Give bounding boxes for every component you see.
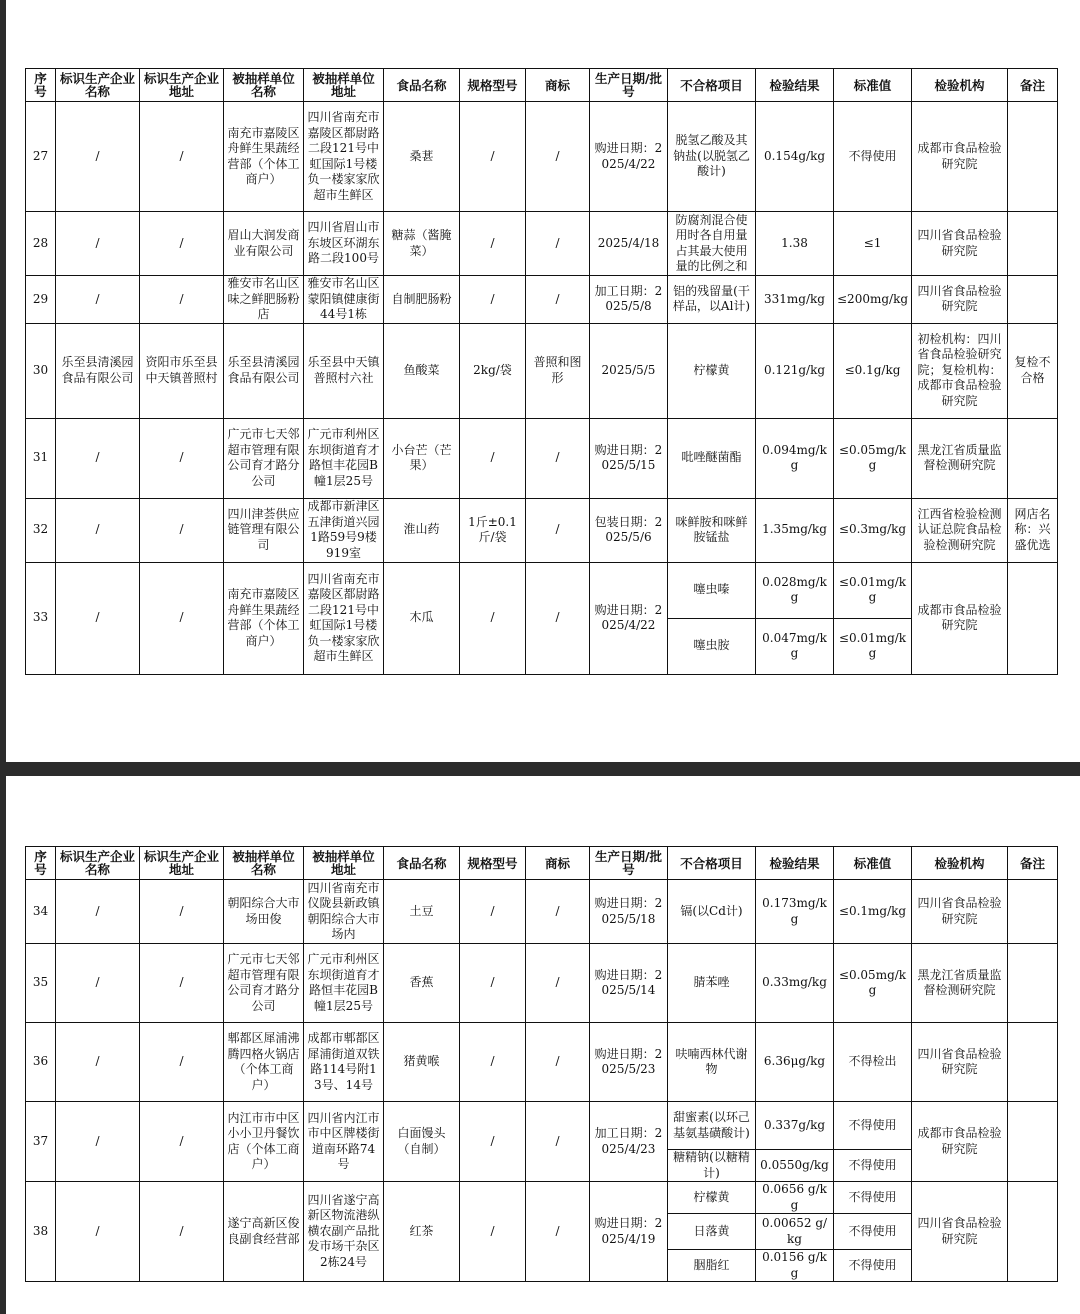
failed-item: 防腐剂混合使用时各自用量占其最大使用量的比例之和 [668, 212, 756, 276]
brand: / [526, 102, 590, 212]
spec: / [460, 1023, 526, 1102]
header-cell: 生产日期/批号 [590, 847, 668, 880]
production-date: 加工日期：2025/5/8 [590, 276, 668, 324]
failed-item: 镉(以Cd计) [668, 880, 756, 944]
sampled-unit-name: 眉山大润发商业有限公司 [224, 212, 304, 276]
testing-lab: 四川省食品检验研究院 [912, 276, 1008, 324]
header-cell: 规格型号 [460, 69, 526, 102]
manufacturer-name: / [56, 102, 140, 212]
standard-value: ≤0.01mg/kg [834, 562, 912, 618]
header-cell: 被抽样单位地址 [304, 69, 384, 102]
header-cell: 生产日期/批号 [590, 69, 668, 102]
manufacturer-name: / [56, 276, 140, 324]
remark [1008, 1182, 1058, 1282]
failed-item: 糖精钠(以糖精计) [668, 1150, 756, 1182]
table-row [26, 562, 1058, 618]
manufacturer-name: / [56, 1102, 140, 1182]
food-name: 白面馒头（自制） [384, 1102, 460, 1182]
test-result: 0.33mg/kg [756, 944, 834, 1023]
header-cell: 检验机构 [912, 847, 1008, 880]
sampled-unit-address: 四川省南充市仪陇县新政镇朝阳综合大市场内 [304, 880, 384, 944]
production-date: 购进日期：2025/5/23 [590, 1023, 668, 1102]
standard-value: ≤0.3mg/kg [834, 498, 912, 562]
row-number: 29 [26, 276, 56, 324]
sampled-unit-address: 四川省遂宁高新区物流港纵横农副产品批发市场干杂区2栋24号 [304, 1182, 384, 1282]
food-name: 小台芒（芒果） [384, 418, 460, 498]
manufacturer-address: / [140, 1182, 224, 1282]
remark [1008, 562, 1058, 674]
sampled-unit-name: 南充市嘉陵区舟鲜生果蔬经营部（个体工商户） [224, 102, 304, 212]
row-number: 37 [26, 1102, 56, 1182]
standard-value: 不得使用 [834, 1150, 912, 1182]
spec: / [460, 1182, 526, 1282]
failed-item: 柠檬黄 [668, 1182, 756, 1214]
header-cell: 规格型号 [460, 847, 526, 880]
manufacturer-address: / [140, 880, 224, 944]
manufacturer-address: / [140, 944, 224, 1023]
header-cell: 备注 [1008, 69, 1058, 102]
food-name: 淮山药 [384, 498, 460, 562]
header-cell: 检验结果 [756, 847, 834, 880]
manufacturer-name: / [56, 880, 140, 944]
sampled-unit-name: 广元市七天邻超市管理有限公司育才路分公司 [224, 944, 304, 1023]
row-number: 31 [26, 418, 56, 498]
remark [1008, 1102, 1058, 1182]
manufacturer-name: 乐至县清溪园食品有限公司 [56, 323, 140, 418]
standard-value: ≤0.1g/kg [834, 323, 912, 418]
manufacturer-name: / [56, 1023, 140, 1102]
table-row [26, 1023, 1058, 1102]
failed-item: 脱氢乙酸及其钠盐(以脱氢乙酸计) [668, 102, 756, 212]
header-cell: 标识生产企业名称 [56, 69, 140, 102]
food-name: 木瓜 [384, 562, 460, 674]
food-name: 桑葚 [384, 102, 460, 212]
manufacturer-address: / [140, 1102, 224, 1182]
testing-lab: 四川省食品检验研究院 [912, 1182, 1008, 1282]
standard-value: 不得使用 [834, 1182, 912, 1214]
standard-value: ≤0.05mg/kg [834, 944, 912, 1023]
test-result: 6.36μg/kg [756, 1023, 834, 1102]
production-date: 包装日期：2025/5/6 [590, 498, 668, 562]
document-page-1 [6, 0, 1080, 762]
sampled-unit-name: 朝阳综合大市场田俊 [224, 880, 304, 944]
header-cell: 不合格项目 [668, 847, 756, 880]
production-date: 2025/4/18 [590, 212, 668, 276]
production-date: 购进日期：2025/4/19 [590, 1182, 668, 1282]
sampled-unit-name: 广元市七天邻超市管理有限公司育才路分公司 [224, 418, 304, 498]
food-name: 红茶 [384, 1182, 460, 1282]
manufacturer-name: / [56, 212, 140, 276]
failed-item: 噻虫嗪 [668, 562, 756, 618]
failed-item: 日落黄 [668, 1214, 756, 1250]
standard-value: 不得检出 [834, 1023, 912, 1102]
table-row [26, 880, 1058, 944]
row-number: 38 [26, 1182, 56, 1282]
testing-lab: 江西省检验检测认证总院食品检验检测研究院 [912, 498, 1008, 562]
manufacturer-address: / [140, 212, 224, 276]
test-result: 1.38 [756, 212, 834, 276]
food-name: 自制肥肠粉 [384, 276, 460, 324]
sampled-unit-name: 四川津荟供应链管理有限公司 [224, 498, 304, 562]
header-cell: 商标 [526, 847, 590, 880]
table-row [26, 498, 1058, 562]
production-date: 购进日期：2025/5/15 [590, 418, 668, 498]
row-number: 33 [26, 562, 56, 674]
remark [1008, 418, 1058, 498]
table-row [26, 323, 1058, 418]
row-number: 35 [26, 944, 56, 1023]
manufacturer-name: / [56, 562, 140, 674]
failed-item: 噻虫胺 [668, 618, 756, 674]
sampled-unit-address: 成都市郫都区犀浦街道双铁路114号附13号、14号 [304, 1023, 384, 1102]
standard-value: 不得使用 [834, 1214, 912, 1250]
test-result: 0.047mg/kg [756, 618, 834, 674]
table-row [26, 102, 1058, 212]
testing-lab: 四川省食品检验研究院 [912, 880, 1008, 944]
sampled-unit-address: 雅安市名山区蒙阳镇健康街44号1栋 [304, 276, 384, 324]
header-cell: 商标 [526, 69, 590, 102]
brand: / [526, 1102, 590, 1182]
inspection-table-page-1 [25, 68, 1058, 675]
row-number: 28 [26, 212, 56, 276]
testing-lab: 黑龙江省质量监督检测研究院 [912, 418, 1008, 498]
testing-lab: 四川省食品检验研究院 [912, 1023, 1008, 1102]
test-result: 0.154g/kg [756, 102, 834, 212]
food-name: 猪黄喉 [384, 1023, 460, 1102]
header-cell: 备注 [1008, 847, 1058, 880]
food-name: 糖蒜（酱腌菜） [384, 212, 460, 276]
brand: / [526, 1023, 590, 1102]
header-cell: 序号 [26, 69, 56, 102]
brand: / [526, 276, 590, 324]
food-name: 鱼酸菜 [384, 323, 460, 418]
testing-lab: 成都市食品检验研究院 [912, 102, 1008, 212]
sampled-unit-address: 四川省眉山市东坡区环湖东路二段100号 [304, 212, 384, 276]
table-row [26, 418, 1058, 498]
header-cell: 标识生产企业名称 [56, 847, 140, 880]
failed-item: 胭脂红 [668, 1250, 756, 1282]
table-header-row [26, 847, 1058, 880]
manufacturer-address: / [140, 276, 224, 324]
brand: / [526, 880, 590, 944]
remark: 网店名称：兴盛优选 [1008, 498, 1058, 562]
spec: / [460, 212, 526, 276]
standard-value: ≤200mg/kg [834, 276, 912, 324]
table-row [26, 1102, 1058, 1150]
standard-value: 不得使用 [834, 1102, 912, 1150]
production-date: 2025/5/5 [590, 323, 668, 418]
failed-item: 铝的残留量(干样品，以Al计) [668, 276, 756, 324]
table-row [26, 1182, 1058, 1214]
sampled-unit-name: 郫都区犀浦沸腾四格火锅店（个体工商户） [224, 1023, 304, 1102]
brand: / [526, 498, 590, 562]
brand: / [526, 212, 590, 276]
test-result: 0.028mg/kg [756, 562, 834, 618]
standard-value: ≤0.05mg/kg [834, 418, 912, 498]
failed-item: 甜蜜素(以环己基氨基磺酸计) [668, 1102, 756, 1150]
manufacturer-address: / [140, 418, 224, 498]
sampled-unit-address: 广元市利州区东坝街道育才路恒丰花园B幢1层25号 [304, 418, 384, 498]
document-page-2 [6, 776, 1080, 1314]
spec: / [460, 102, 526, 212]
failed-item: 柠檬黄 [668, 323, 756, 418]
header-cell: 标准值 [834, 69, 912, 102]
brand: / [526, 1182, 590, 1282]
header-cell: 标识生产企业地址 [140, 69, 224, 102]
remark [1008, 102, 1058, 212]
test-result: 0.337g/kg [756, 1102, 834, 1150]
manufacturer-address: / [140, 1023, 224, 1102]
spec: 2kg/袋 [460, 323, 526, 418]
test-result: 0.0550g/kg [756, 1150, 834, 1182]
failed-item: 咪鲜胺和咪鲜胺锰盐 [668, 498, 756, 562]
production-date: 加工日期：2025/4/23 [590, 1102, 668, 1182]
test-result: 0.173mg/kg [756, 880, 834, 944]
header-cell: 被抽样单位名称 [224, 69, 304, 102]
spec: / [460, 418, 526, 498]
sampled-unit-address: 四川省内江市市中区牌楼街道南环路74号 [304, 1102, 384, 1182]
brand: / [526, 562, 590, 674]
production-date: 购进日期：2025/4/22 [590, 562, 668, 674]
table-header-row [26, 69, 1058, 102]
production-date: 购进日期：2025/5/18 [590, 880, 668, 944]
row-number: 27 [26, 102, 56, 212]
test-result: 0.094mg/kg [756, 418, 834, 498]
row-number: 36 [26, 1023, 56, 1102]
manufacturer-address: 资阳市乐至县中天镇普照村 [140, 323, 224, 418]
failed-item: 呋喃西林代谢物 [668, 1023, 756, 1102]
test-result: 331mg/kg [756, 276, 834, 324]
standard-value: ≤0.01mg/kg [834, 618, 912, 674]
spec: / [460, 1102, 526, 1182]
standard-value: 不得使用 [834, 1250, 912, 1282]
row-number: 30 [26, 323, 56, 418]
sampled-unit-name: 南充市嘉陵区舟鲜生果蔬经营部（个体工商户） [224, 562, 304, 674]
spec: / [460, 562, 526, 674]
sampled-unit-address: 四川省南充市嘉陵区都尉路二段121号中虹国际1号楼负一楼家家欣超市生鲜区 [304, 562, 384, 674]
manufacturer-address: / [140, 102, 224, 212]
sampled-unit-address: 成都市新津区五津街道兴园1路59号9楼919室 [304, 498, 384, 562]
header-cell: 标识生产企业地址 [140, 847, 224, 880]
sampled-unit-name: 遂宁高新区俊良副食经营部 [224, 1182, 304, 1282]
brand: / [526, 418, 590, 498]
manufacturer-name: / [56, 498, 140, 562]
failed-item: 腈苯唑 [668, 944, 756, 1023]
header-cell: 被抽样单位名称 [224, 847, 304, 880]
remark: 复检不合格 [1008, 323, 1058, 418]
standard-value: ≤0.1mg/kg [834, 880, 912, 944]
sampled-unit-address: 四川省南充市嘉陵区都尉路二段121号中虹国际1号楼负一楼家家欣超市生鲜区 [304, 102, 384, 212]
test-result: 0.121g/kg [756, 323, 834, 418]
testing-lab: 四川省食品检验研究院 [912, 212, 1008, 276]
food-name: 香蕉 [384, 944, 460, 1023]
brand: 普照和图形 [526, 323, 590, 418]
spec: / [460, 880, 526, 944]
remark [1008, 1023, 1058, 1102]
manufacturer-address: / [140, 562, 224, 674]
sampled-unit-name: 雅安市名山区味之鲜肥肠粉店 [224, 276, 304, 324]
header-cell: 检验机构 [912, 69, 1008, 102]
inspection-table-page-2 [25, 846, 1058, 1282]
remark [1008, 944, 1058, 1023]
sampled-unit-address: 乐至县中天镇普照村六社 [304, 323, 384, 418]
table-row [26, 212, 1058, 276]
spec: / [460, 944, 526, 1023]
sampled-unit-address: 广元市利州区东坝街道育才路恒丰花园B幢1层25号 [304, 944, 384, 1023]
header-cell: 被抽样单位地址 [304, 847, 384, 880]
spec: 1斤±0.1斤/袋 [460, 498, 526, 562]
sampled-unit-name: 乐至县清溪园食品有限公司 [224, 323, 304, 418]
production-date: 购进日期：2025/4/22 [590, 102, 668, 212]
test-result: 1.35mg/kg [756, 498, 834, 562]
test-result: 0.0656 g/kg [756, 1182, 834, 1214]
manufacturer-address: / [140, 498, 224, 562]
header-cell: 食品名称 [384, 69, 460, 102]
row-number: 34 [26, 880, 56, 944]
header-cell: 检验结果 [756, 69, 834, 102]
failed-item: 吡唑醚菌酯 [668, 418, 756, 498]
standard-value: ≤1 [834, 212, 912, 276]
production-date: 购进日期：2025/5/14 [590, 944, 668, 1023]
remark [1008, 880, 1058, 944]
food-name: 土豆 [384, 880, 460, 944]
remark [1008, 212, 1058, 276]
test-result: 0.0156 g/kg [756, 1250, 834, 1282]
sampled-unit-name: 内江市市中区小小卫丹餐饮店（个体工商户） [224, 1102, 304, 1182]
manufacturer-name: / [56, 418, 140, 498]
header-cell: 不合格项目 [668, 69, 756, 102]
remark [1008, 276, 1058, 324]
header-cell: 序号 [26, 847, 56, 880]
test-result: 0.00652 g/kg [756, 1214, 834, 1250]
header-cell: 标准值 [834, 847, 912, 880]
manufacturer-name: / [56, 1182, 140, 1282]
testing-lab: 初检机构：四川省食品检验研究院；复检机构：成都市食品检验研究院 [912, 323, 1008, 418]
row-number: 32 [26, 498, 56, 562]
table-row [26, 944, 1058, 1023]
spec: / [460, 276, 526, 324]
table-row [26, 276, 1058, 324]
manufacturer-name: / [56, 944, 140, 1023]
standard-value: 不得使用 [834, 102, 912, 212]
testing-lab: 黑龙江省质量监督检测研究院 [912, 944, 1008, 1023]
brand: / [526, 944, 590, 1023]
header-cell: 食品名称 [384, 847, 460, 880]
testing-lab: 成都市食品检验研究院 [912, 562, 1008, 674]
testing-lab: 成都市食品检验研究院 [912, 1102, 1008, 1182]
